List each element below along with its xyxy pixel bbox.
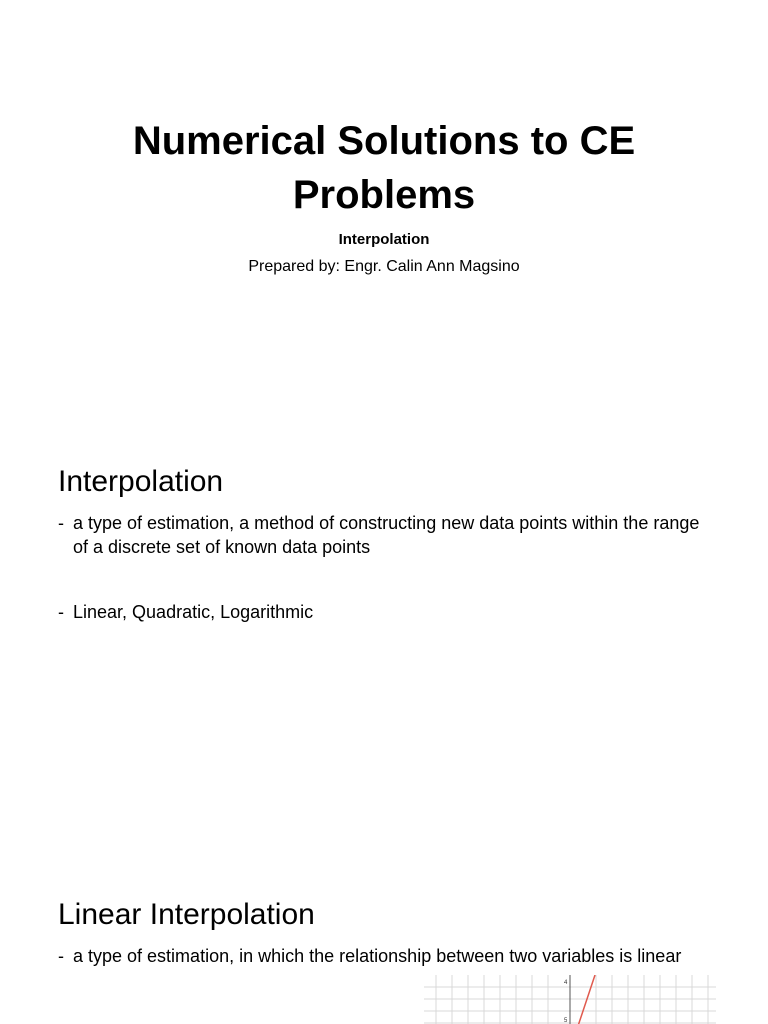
- linear-interpolation-slide: [0, 860, 768, 1024]
- graph-grid: [420, 975, 720, 1024]
- bullet-item: [58, 511, 718, 559]
- title-slide: [0, 0, 768, 430]
- bullet-item: [58, 600, 718, 624]
- bullet-text: a type of estimation, in which the relationship between two variables is linear: [73, 946, 682, 966]
- bullet-item: [58, 944, 718, 968]
- bullet-dash: -: [58, 602, 64, 622]
- slide-heading: Linear Interpolation: [58, 898, 315, 931]
- page-title: Numerical Solutions to CE Problems: [132, 119, 636, 217]
- tick-label: 5: [564, 1018, 568, 1024]
- subtitle: Interpolation: [338, 231, 430, 248]
- interpolation-slide: [0, 430, 768, 860]
- bullet-dash: -: [58, 946, 64, 966]
- linear-graph: [420, 975, 720, 1024]
- bullet-dash: -: [58, 513, 64, 533]
- author-line: Prepared by: Engr. Calin Ann Magsino: [248, 258, 520, 275]
- bullet-text: a type of estimation, a method of constructing new data points within the range of a discrete set of known data points: [73, 513, 700, 557]
- tick-label: 4: [564, 980, 568, 986]
- slide-heading: Interpolation: [58, 465, 224, 498]
- bullet-text: Linear, Quadratic, Logarithmic: [73, 602, 314, 622]
